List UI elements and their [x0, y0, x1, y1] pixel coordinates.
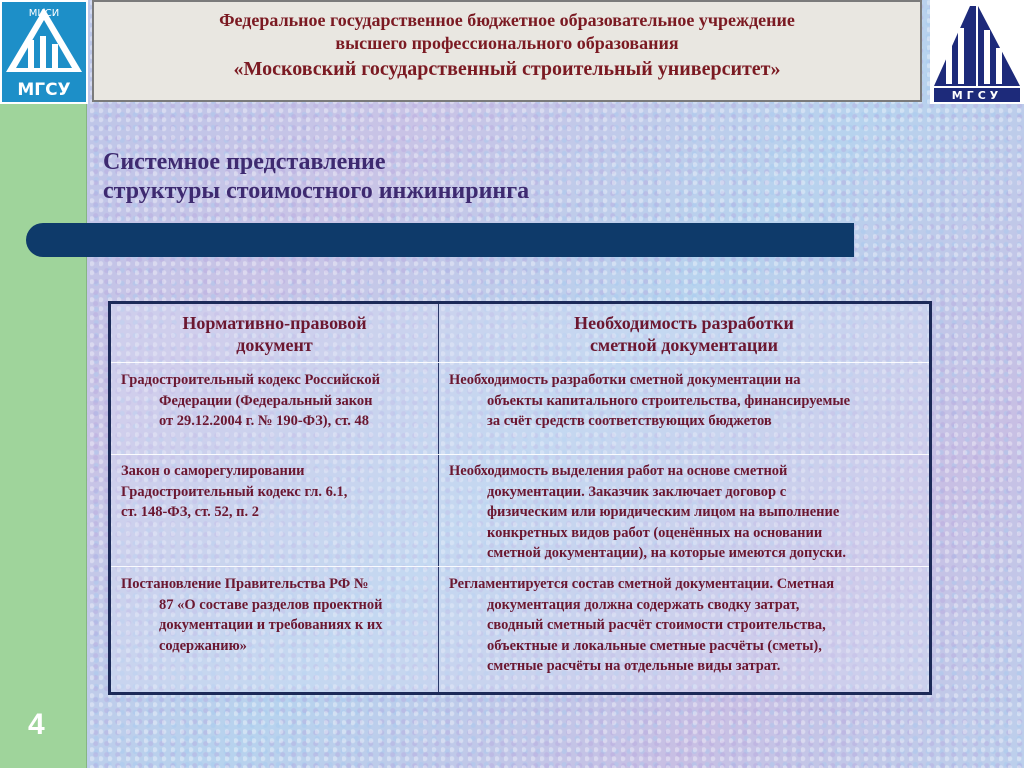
table-row-1-necessity: Необходимость разработки сметной документации на объекты капитального строительства, финансируемые за счёт средств соответствующих бюджетов [449, 372, 851, 429]
slide-title-line-2: структуры стоимостного инжиниринга [103, 178, 530, 204]
header-line-2: высшего профессионального образования [335, 33, 679, 53]
table-row-divider [111, 454, 929, 455]
table-row-3-necessity: Регламентируется состав сметной документации. Сметная документация должна содержать сводку затрат, сводный сметный расчёт стоимости строительства, объектные и локальные сметные расчёты (сметы), сметные расчёты на отдельные виды затрат. [449, 576, 835, 674]
svg-text:МГСУ: МГСУ [951, 89, 1003, 102]
slide-title [103, 148, 803, 206]
svg-text:МИСИ: МИСИ [28, 8, 60, 19]
slide-title-line-1: Системное представление [103, 149, 386, 175]
table-dashed-bottom-border [111, 692, 929, 695]
svg-text:МГСУ: МГСУ [17, 80, 71, 100]
header-line-1: Федеральное государственное бюджетное образовательное учреждение [219, 10, 795, 30]
table-header-necessity: Необходимость разработки сметной документации [574, 313, 794, 355]
left-band [0, 0, 87, 768]
mgsu-logo-icon [930, 0, 1024, 104]
table-row-1-document: Градостроительный кодекс Российской Федерации (Федеральный закон от 29.12.2004 г. № 190-ФЗ), ст. 48 [121, 372, 380, 429]
requirements-table [108, 301, 932, 695]
header-line-3: «Московский государственный строительный университет» [233, 58, 781, 80]
table-row-2-necessity: Необходимость выделения работ на основе сметной документации. Заказчик заключает договор с физическим или юридическим лицом на выполнение конкретных видов работ (оценённых на основании сметной документации), на которые имеются допуски. [449, 463, 846, 561]
slide-number: 4 [28, 708, 45, 741]
table-header-document: Нормативно-правовой документ [182, 313, 367, 355]
table-row-3-document: Постановление Правительства РФ № 87 «О составе разделов проектной документации и требованиях к их содержанию» [121, 576, 383, 654]
misi-mgsu-logo-icon [0, 0, 88, 104]
table-row-2-document: Закон о саморегулировании Градостроительный кодекс гл. 6.1, ст. 148-ФЗ, ст. 52, п. 2 [121, 463, 348, 520]
header-box [92, 0, 922, 102]
table-row-divider [111, 566, 929, 567]
title-underline-bar [26, 223, 854, 257]
table-row-divider [111, 362, 929, 363]
